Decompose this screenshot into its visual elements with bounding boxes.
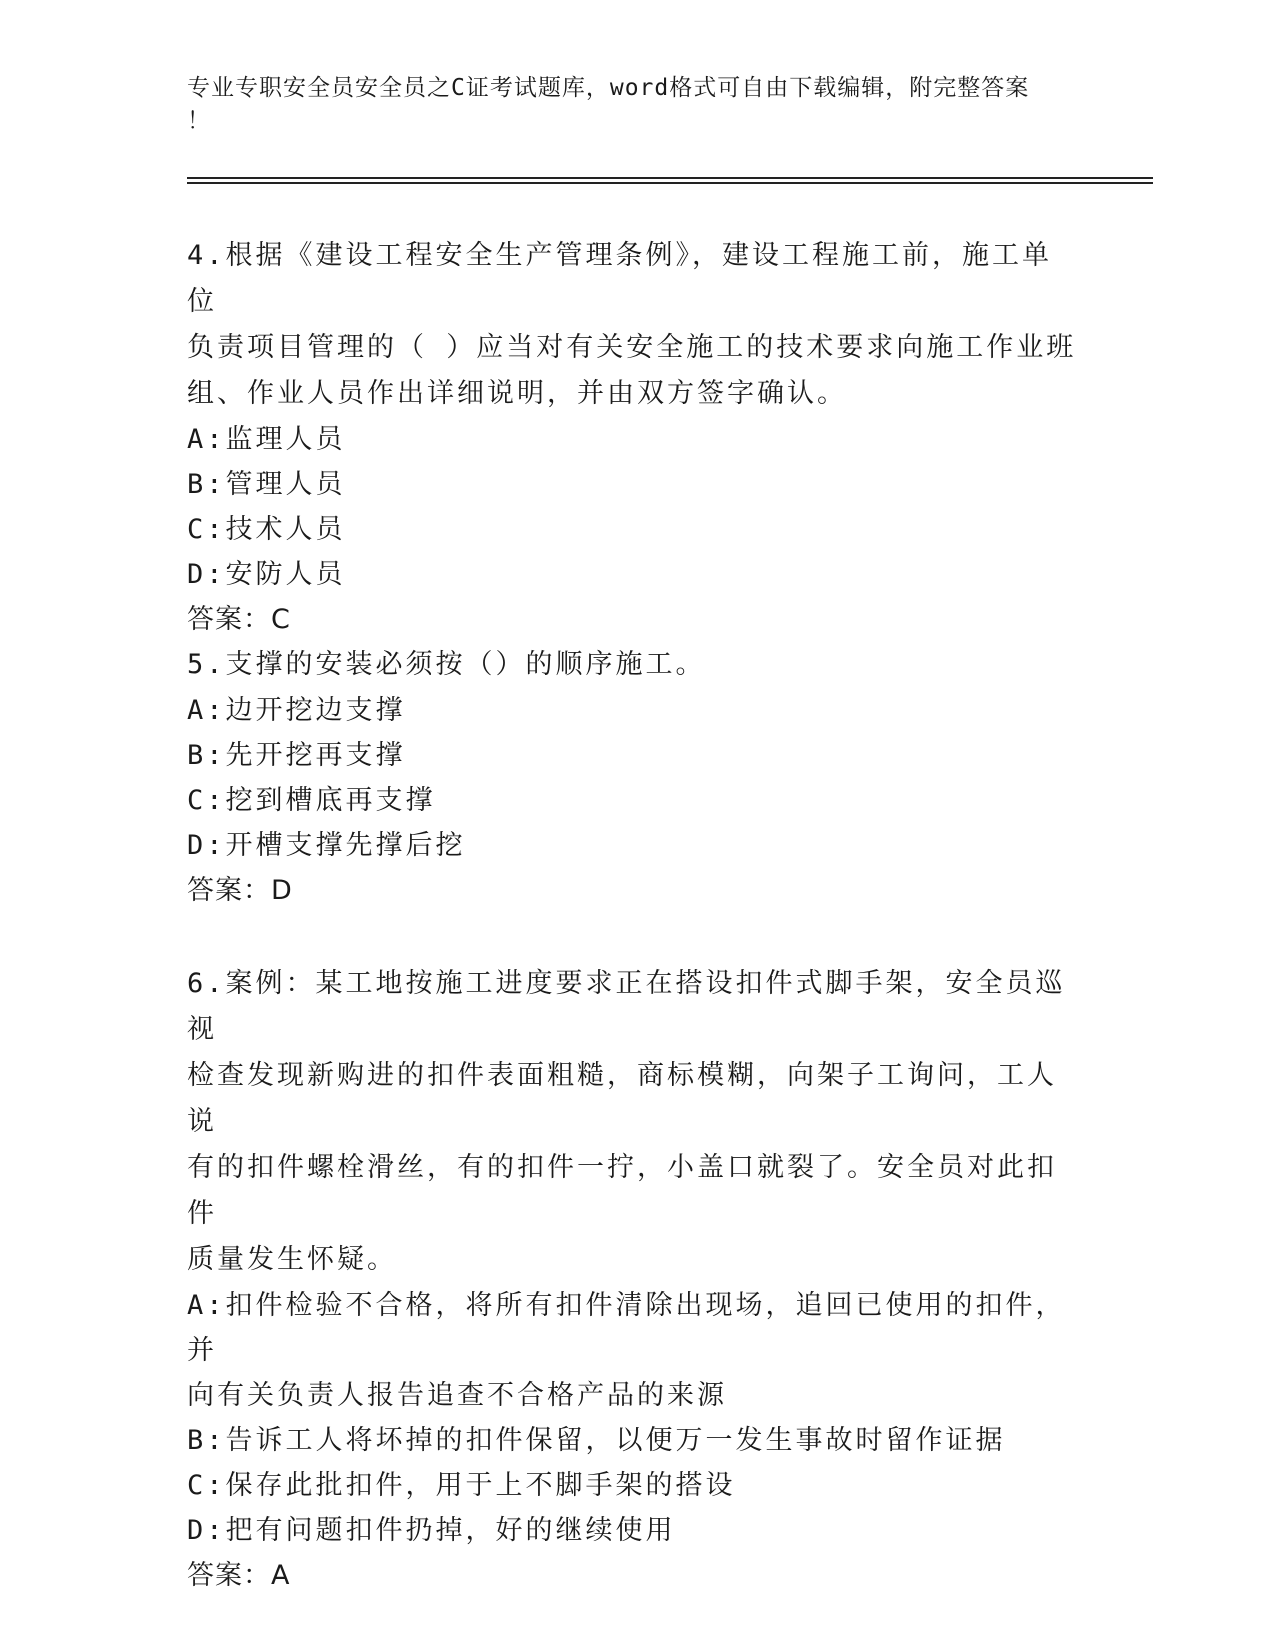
question-stem-line: 6.案例：某工地按施工进度要求正在搭设扣件式脚手架，安全员巡视 [187,968,1066,1045]
question-stem-line: 组、作业人员作出详细说明，并由双方签字确认。 [187,378,847,409]
question-stem-line: 负责项目管理的（ ）应当对有关安全施工的技术要求向施工作业班 [187,332,1077,363]
header-divider-bottom [187,182,1153,184]
header-divider-top [187,177,1153,179]
question-stem-line: 4.根据《建设工程安全生产管理条例》，建设工程施工前，施工单位 [187,240,1053,317]
option-a: A:边开挖边支撑 [187,695,406,726]
question-stem-line: 质量发生怀疑。 [187,1244,397,1275]
option-a: A:监理人员 [187,424,346,455]
header-line-1: 专业专职安全员安全员之C证考试题库，word格式可自由下载编辑，附完整答案 [187,75,1030,101]
option-c: C:保存此批扣件，用于上不脚手架的搭设 [187,1470,736,1501]
question-stem-line: 检查发现新购进的扣件表面粗糙，商标模糊，向架子工询问，工人说 [187,1060,1057,1137]
option-d: D:开槽支撑先撑后挖 [187,830,466,861]
option-a: A:扣件检验不合格，将所有扣件清除出现场，追回已使用的扣件，并 [187,1290,1066,1366]
question-5 [187,642,1077,914]
question-stem-line: 5.支撑的安装必须按（）的顺序施工。 [187,649,706,680]
question-6 [187,961,1077,1599]
option-a-continued: 向有关负责人报告追查不合格产品的来源 [187,1380,727,1411]
option-b: B:管理人员 [187,469,346,500]
header-line-2: ！ [187,108,211,134]
answer-line: 答案：C [187,604,291,635]
answer-line: 答案：A [187,1560,291,1591]
option-b: B:告诉工人将坏掉的扣件保留，以便万一发生事故时留作证据 [187,1425,1006,1456]
document-header [187,72,1067,138]
option-c: C:技术人员 [187,514,346,545]
option-c: C:挖到槽底再支撑 [187,785,436,816]
answer-line: 答案：D [187,875,293,906]
option-b: B:先开挖再支撑 [187,740,406,771]
option-d: D:安防人员 [187,559,346,590]
question-4 [187,233,1077,643]
option-d: D:把有问题扣件扔掉，好的继续使用 [187,1515,676,1546]
question-stem-line: 有的扣件螺栓滑丝，有的扣件一拧，小盖口就裂了。安全员对此扣件 [187,1152,1057,1229]
